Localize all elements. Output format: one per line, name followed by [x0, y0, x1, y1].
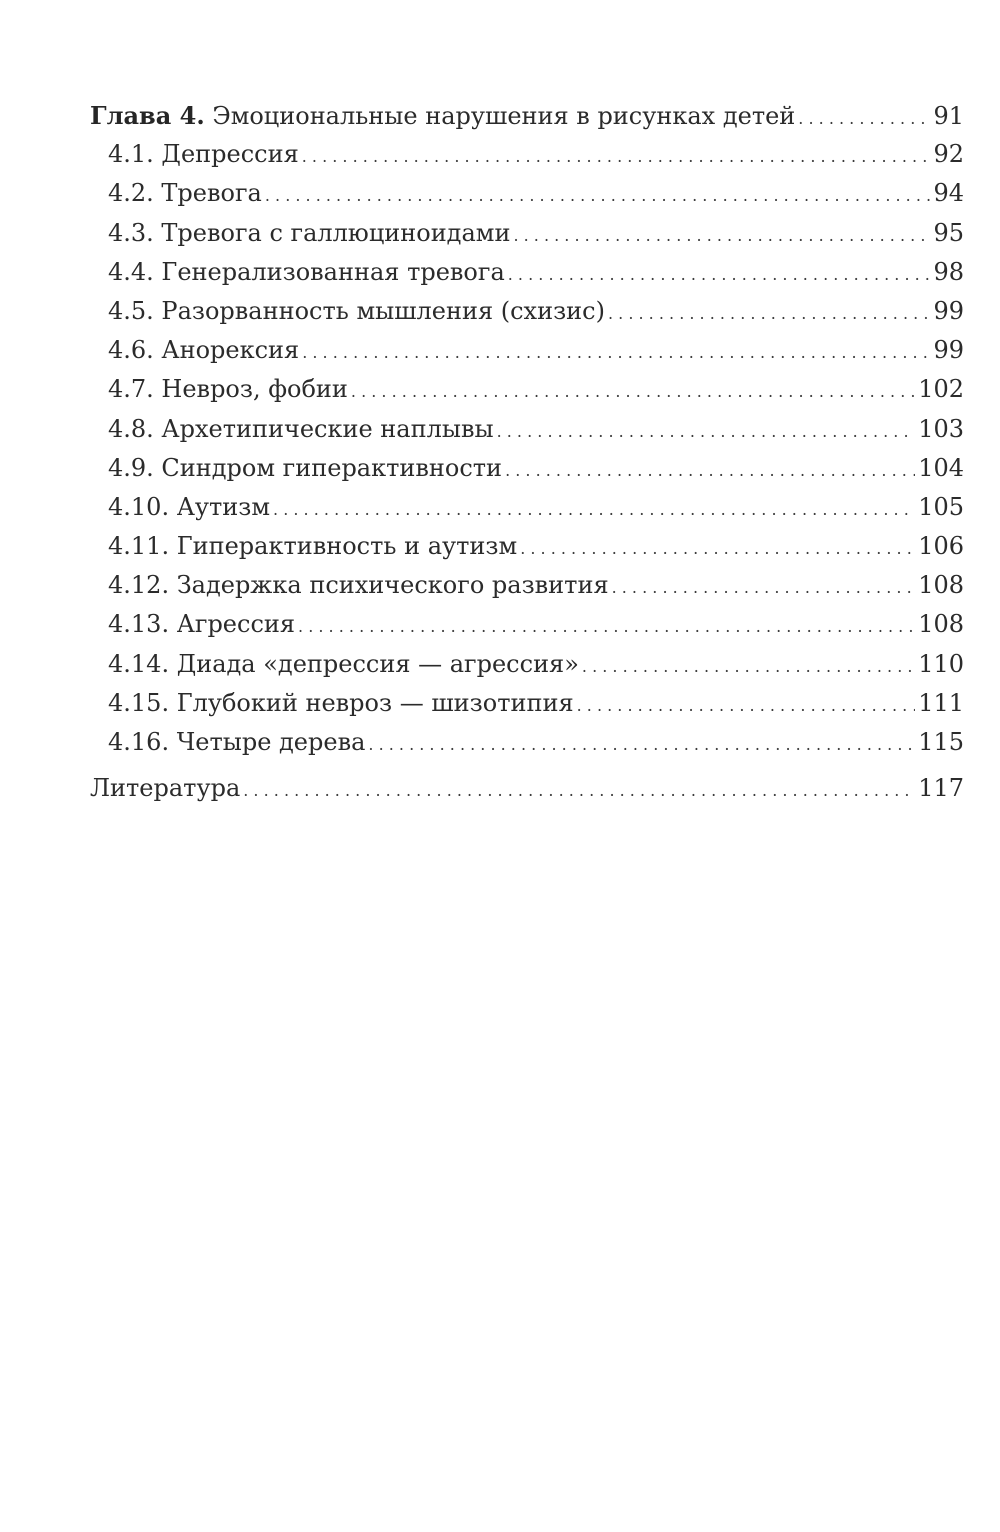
page-number: 99 — [933, 296, 964, 325]
section-title: 4.5. Разорванность мышления (схизис) — [108, 296, 605, 325]
dot-leader — [582, 645, 915, 686]
page-number: 99 — [933, 336, 964, 365]
dot-leader — [298, 605, 915, 646]
toc-section-entry[interactable] — [90, 723, 964, 762]
section-title: 4.15. Глубокий невроз — шизотипия — [108, 688, 574, 717]
section-title: 4.11. Гиперактивность и аутизм — [108, 532, 518, 561]
toc-section-entry[interactable] — [90, 605, 964, 644]
page-number: 105 — [918, 492, 964, 521]
toc-chapter-entry[interactable] — [90, 96, 964, 135]
page-number: 103 — [918, 414, 964, 443]
chapter-title — [90, 96, 795, 136]
table-of-contents — [90, 96, 964, 808]
toc-section-entry[interactable] — [90, 292, 964, 331]
section-title: 4.1. Депрессия — [108, 140, 299, 169]
dot-leader — [577, 684, 916, 725]
dot-leader — [798, 97, 930, 138]
literature-title: Литература — [90, 774, 241, 803]
dot-leader — [368, 723, 915, 764]
section-title: 4.2. Тревога — [108, 179, 262, 208]
section-title: 4.12. Задержка психического развития — [108, 571, 609, 600]
dot-leader — [351, 370, 915, 411]
page-number: 102 — [918, 375, 964, 404]
page-number: 115 — [918, 728, 964, 756]
dot-leader — [612, 566, 916, 607]
dot-leader — [497, 410, 916, 451]
toc-section-entry[interactable] — [90, 214, 964, 253]
toc-section-entry[interactable] — [90, 566, 964, 605]
dot-leader — [265, 174, 931, 215]
toc-section-entry[interactable] — [90, 410, 964, 449]
page-number: 91 — [933, 102, 964, 130]
section-title: 4.6. Анорексия — [108, 336, 300, 365]
page-number: 117 — [918, 774, 964, 803]
dot-leader — [243, 769, 915, 810]
toc-section-entry[interactable] — [90, 331, 964, 370]
section-title: 4.13. Агрессия — [108, 610, 296, 639]
page-number: 104 — [918, 453, 964, 482]
section-title: 4.3. Тревога с галлюциноидами — [108, 218, 511, 247]
page-number: 108 — [918, 610, 964, 639]
dot-leader — [505, 449, 915, 490]
toc-section-entry[interactable] — [90, 449, 964, 488]
toc-section-entry[interactable] — [90, 527, 964, 566]
chapter-title-text: Эмоциональные нарушения в рисунках детей — [212, 102, 796, 130]
page-number: 98 — [933, 257, 964, 286]
dot-leader — [302, 135, 931, 176]
toc-section-entry[interactable] — [90, 174, 964, 213]
page-number: 92 — [933, 140, 964, 169]
dot-leader — [608, 292, 930, 333]
section-title: 4.14. Диада «депрессия — агрессия» — [108, 649, 579, 678]
toc-section-entry[interactable] — [90, 135, 964, 174]
section-title: 4.4. Генерализованная тревога — [108, 257, 505, 286]
page-number: 111 — [918, 688, 964, 717]
page-number: 94 — [933, 179, 964, 208]
toc-literature-entry[interactable] — [90, 769, 964, 808]
toc-section-entry[interactable] — [90, 645, 964, 684]
section-title: 4.8. Архетипические наплывы — [108, 414, 494, 443]
section-title: 4.16. Четыре дерева — [108, 728, 366, 756]
section-title: 4.7. Невроз, фобии — [108, 375, 348, 404]
toc-section-entry[interactable] — [90, 488, 964, 527]
toc-section-entry[interactable] — [90, 253, 964, 292]
page-number: 110 — [918, 649, 964, 678]
dot-leader — [273, 488, 915, 529]
toc-section-entry[interactable] — [90, 684, 964, 723]
dot-leader — [302, 331, 930, 372]
dot-leader — [508, 253, 931, 294]
toc-section-entry[interactable] — [90, 370, 964, 409]
page-number: 95 — [933, 218, 964, 247]
page-number: 108 — [918, 571, 964, 600]
dot-leader — [520, 527, 915, 568]
page-number: 106 — [918, 532, 964, 561]
section-title: 4.9. Синдром гиперактивности — [108, 453, 503, 482]
section-title: 4.10. Аутизм — [108, 492, 271, 521]
chapter-label: Глава 4. — [90, 101, 205, 130]
dot-leader — [513, 214, 930, 255]
